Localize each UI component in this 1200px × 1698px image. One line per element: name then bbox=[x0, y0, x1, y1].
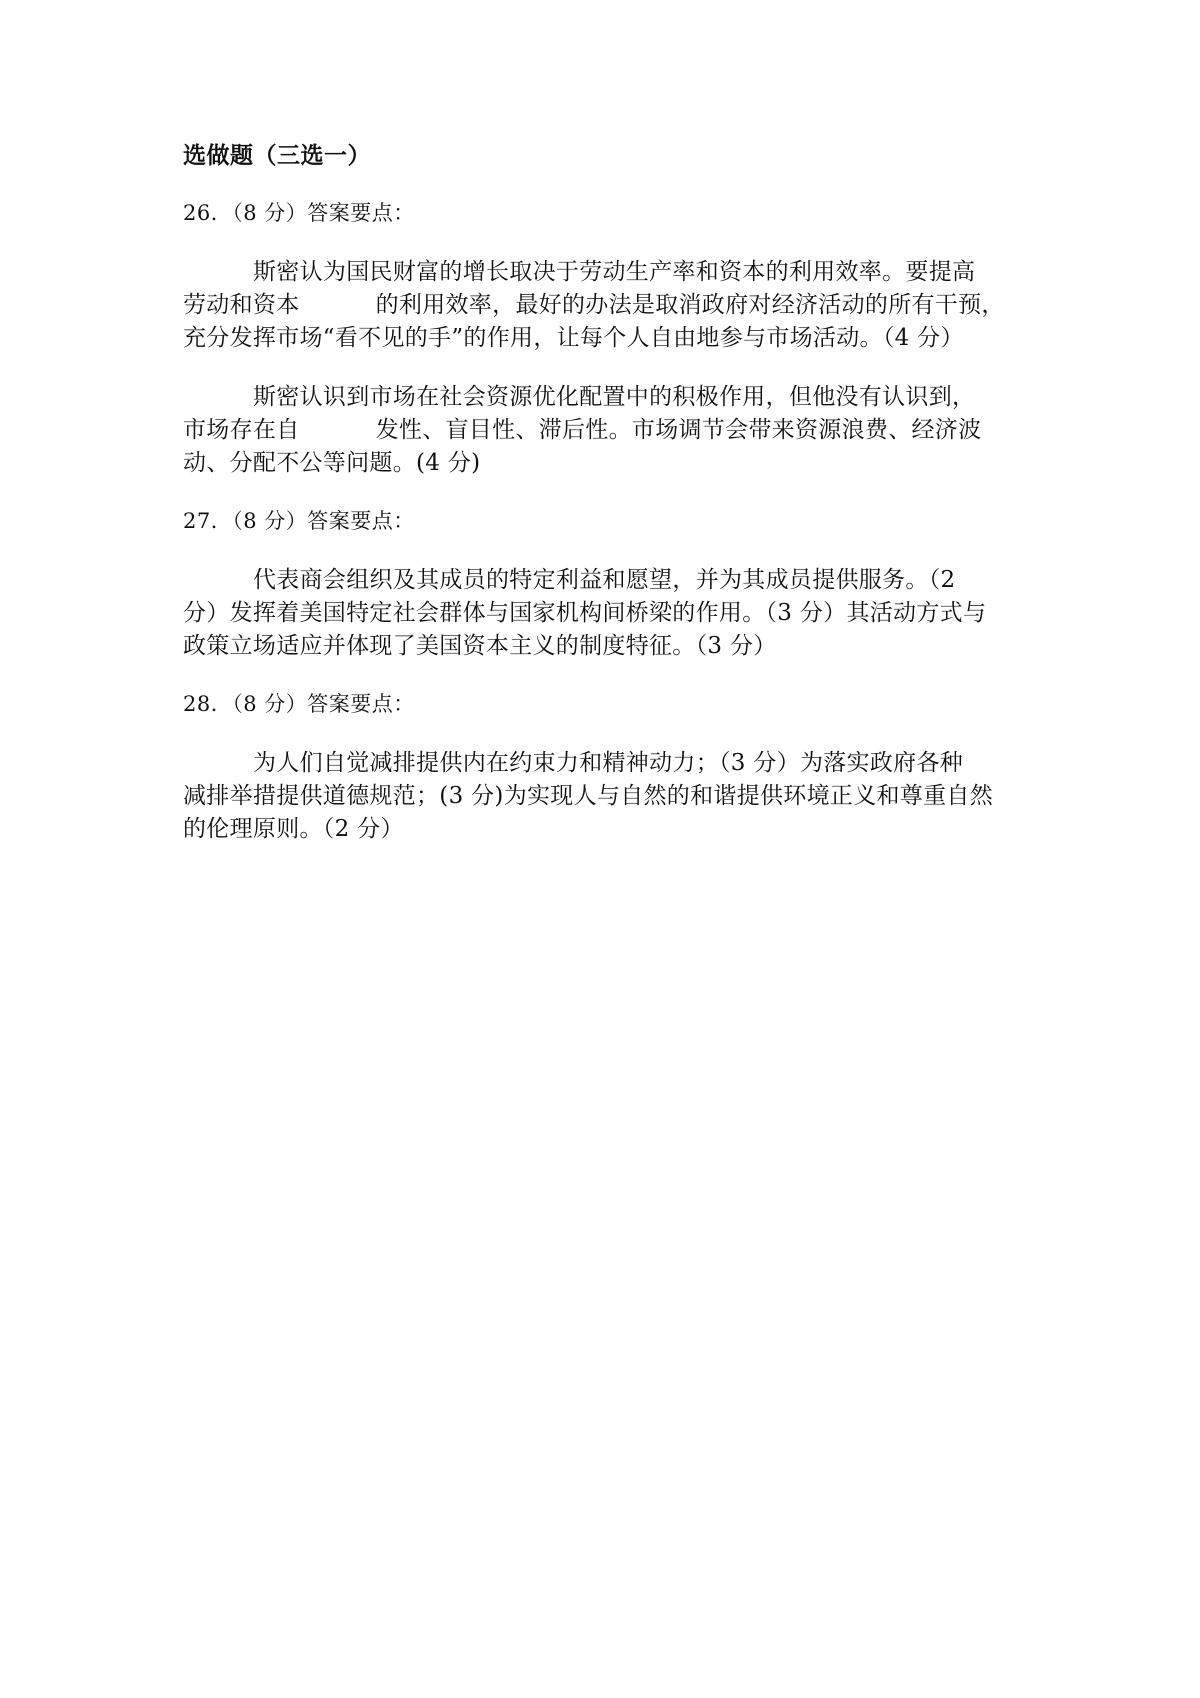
question-27-paragraph-1 bbox=[183, 564, 1025, 663]
text-line: 政策立场适应并体现了美国资本主义的制度特征。（3 分） bbox=[183, 633, 777, 659]
question-28-paragraph-1 bbox=[183, 747, 1025, 846]
text-line: 市场存在自 发性、盲目性、滞后性。市场调节会带来资源浪费、经济波 bbox=[183, 417, 982, 443]
question-26-heading: 26．（8 分）答案要点： bbox=[183, 201, 415, 225]
question-27-heading: 27．（8 分）答案要点： bbox=[183, 509, 415, 533]
answer-document bbox=[183, 140, 1025, 846]
text-line: 斯密认为国民财富的增长取决于劳动生产率和资本的利用效率。要提高 bbox=[253, 259, 976, 285]
text-line: 充分发挥市场“看不见的手”的作用，让每个人自由地参与市场活动。（4 分） bbox=[183, 325, 964, 351]
question-26-paragraph-1 bbox=[183, 256, 1025, 355]
text-line: 减排举措提供道德规范；(3 分)为实现人与自然的和谐提供环境正义和尊重自然 bbox=[183, 783, 993, 809]
text-line: 为人们自觉减排提供内在约束力和精神动力；（3 分）为落实政府各种 bbox=[253, 750, 964, 776]
question-28-heading: 28．（8 分）答案要点： bbox=[183, 692, 415, 716]
question-26-paragraph-2 bbox=[183, 381, 1025, 480]
text-line: 斯密认识到市场在社会资源优化配置中的积极作用，但他没有认识到， bbox=[253, 384, 976, 410]
section-title: 选做题（三选一） bbox=[183, 143, 371, 169]
text-line: 的伦理原则。（2 分） bbox=[183, 816, 404, 842]
text-line: 代表商会组织及其成员的特定利益和愿望，并为其成员提供服务。（2 bbox=[253, 567, 956, 593]
text-line: 动、分配不公等问题。(4 分) bbox=[183, 450, 481, 476]
text-line: 劳动和资本 的利用效率，最好的办法是取消政府对经济活动的所有干预， bbox=[183, 292, 1005, 318]
text-line: 分）发挥着美国特定社会群体与国家机构间桥梁的作用。（3 分）其活动方式与 bbox=[183, 600, 987, 626]
